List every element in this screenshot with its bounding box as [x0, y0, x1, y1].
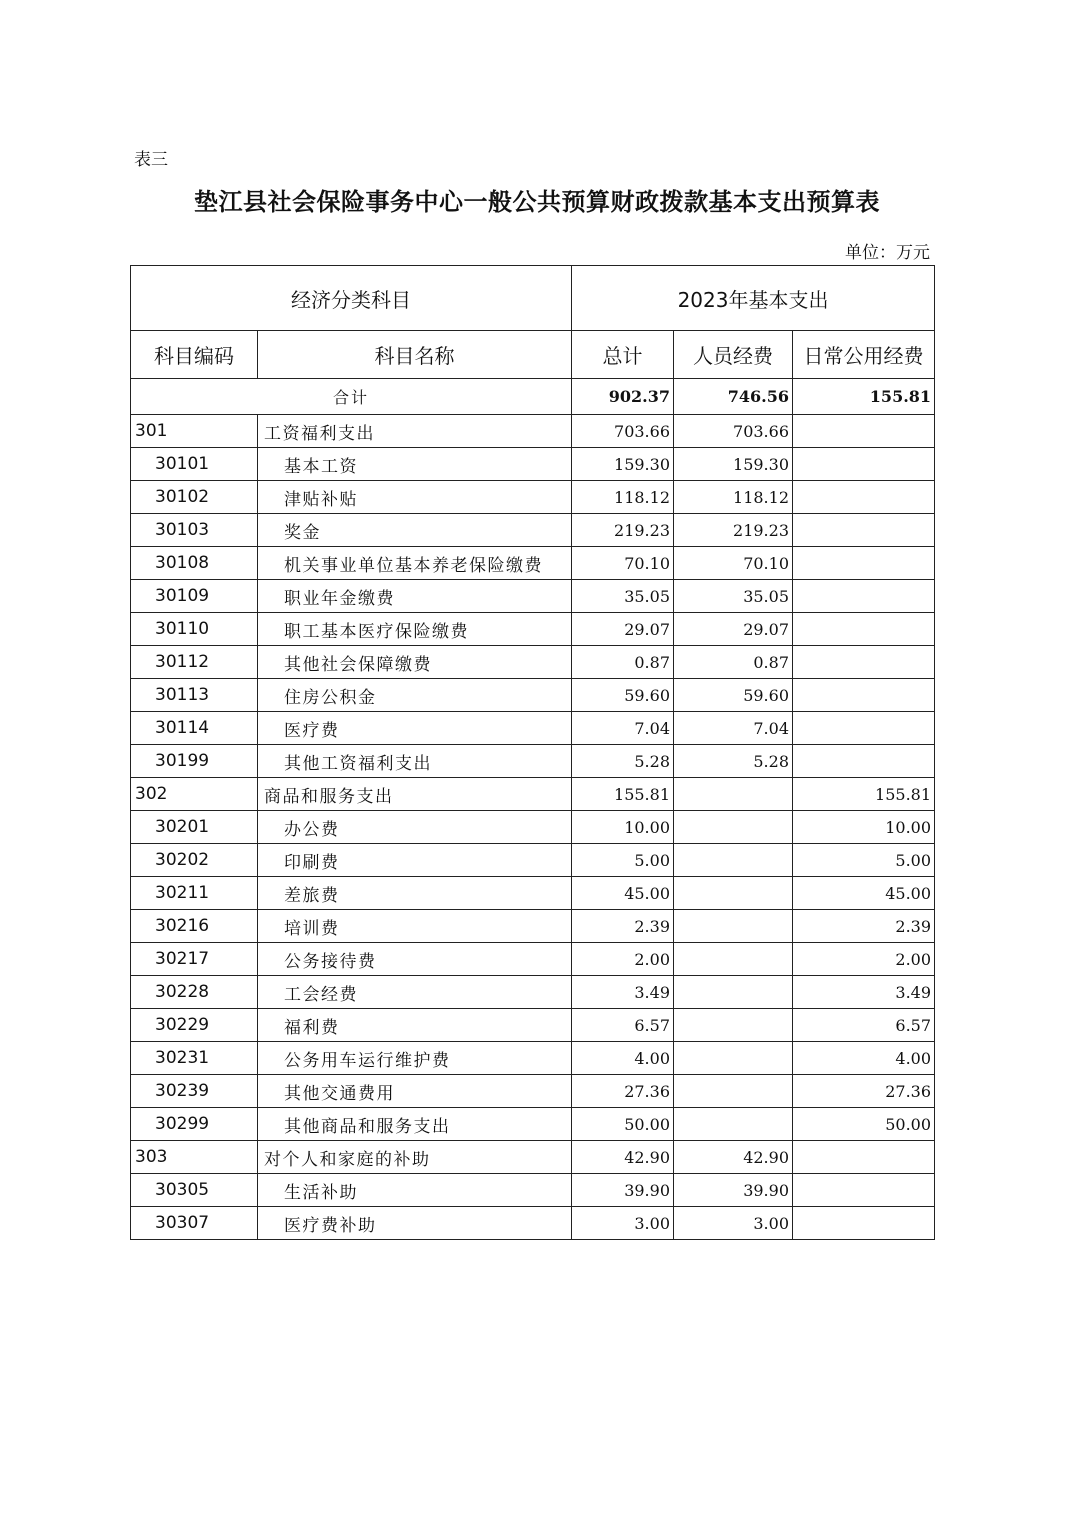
row-name: 住房公积金 [258, 679, 572, 712]
table-row [131, 679, 935, 712]
row-name: 其他商品和服务支出 [258, 1108, 572, 1141]
row-name: 商品和服务支出 [258, 778, 572, 811]
table-row [131, 1042, 935, 1075]
row-name: 差旅费 [258, 877, 572, 910]
row-personnel [674, 778, 793, 811]
row-total: 27.36 [572, 1075, 674, 1108]
row-personnel: 29.07 [674, 613, 793, 646]
row-public [793, 646, 935, 679]
row-personnel: 5.28 [674, 745, 793, 778]
row-public: 50.00 [793, 1108, 935, 1141]
row-public [793, 547, 935, 580]
row-name: 其他社会保障缴费 [258, 646, 572, 679]
table-row [131, 415, 935, 448]
row-personnel: 70.10 [674, 547, 793, 580]
row-name: 生活补助 [258, 1174, 572, 1207]
row-code: 30108 [131, 547, 258, 580]
row-name: 工资福利支出 [258, 415, 572, 448]
group-header-basic-expenditure: 2023年基本支出 [572, 266, 935, 331]
total-personnel-value: 746.56 [674, 379, 793, 415]
row-code: 303 [131, 1141, 258, 1174]
table-row [131, 1207, 935, 1240]
row-personnel [674, 943, 793, 976]
row-personnel: 35.05 [674, 580, 793, 613]
unit-label: 单位：万元 [845, 243, 930, 263]
row-public: 6.57 [793, 1009, 935, 1042]
row-name: 办公费 [258, 811, 572, 844]
row-total: 7.04 [572, 712, 674, 745]
row-total: 6.57 [572, 1009, 674, 1042]
page-title: 垫江县社会保险事务中心一般公共预算财政拨款基本支出预算表 [194, 187, 880, 216]
table-row [131, 481, 935, 514]
row-name: 奖金 [258, 514, 572, 547]
row-personnel: 0.87 [674, 646, 793, 679]
row-public: 4.00 [793, 1042, 935, 1075]
row-code: 30216 [131, 910, 258, 943]
table-row [131, 1174, 935, 1207]
row-name: 津贴补贴 [258, 481, 572, 514]
table-row [131, 646, 935, 679]
budget-table [130, 265, 935, 1240]
row-total: 2.39 [572, 910, 674, 943]
column-header-public: 日常公用经费 [793, 331, 935, 379]
column-header-personnel: 人员经费 [674, 331, 793, 379]
row-name: 其他交通费用 [258, 1075, 572, 1108]
row-personnel: 703.66 [674, 415, 793, 448]
column-header-total: 总计 [572, 331, 674, 379]
row-total: 39.90 [572, 1174, 674, 1207]
row-code: 30101 [131, 448, 258, 481]
table-row [131, 580, 935, 613]
row-code: 30103 [131, 514, 258, 547]
row-personnel: 39.90 [674, 1174, 793, 1207]
row-total: 0.87 [572, 646, 674, 679]
row-personnel: 219.23 [674, 514, 793, 547]
row-code: 30228 [131, 976, 258, 1009]
table-row [131, 976, 935, 1009]
row-personnel [674, 1009, 793, 1042]
table-row [131, 910, 935, 943]
row-personnel: 59.60 [674, 679, 793, 712]
table-row [131, 778, 935, 811]
row-name: 公务用车运行维护费 [258, 1042, 572, 1075]
row-total: 159.30 [572, 448, 674, 481]
table-row [131, 1108, 935, 1141]
row-total: 35.05 [572, 580, 674, 613]
row-total: 70.10 [572, 547, 674, 580]
row-code: 30114 [131, 712, 258, 745]
row-code: 30202 [131, 844, 258, 877]
row-personnel: 159.30 [674, 448, 793, 481]
row-public: 2.00 [793, 943, 935, 976]
row-personnel [674, 976, 793, 1009]
table-row [131, 1075, 935, 1108]
table-row [131, 811, 935, 844]
row-total: 50.00 [572, 1108, 674, 1141]
row-personnel [674, 811, 793, 844]
row-public [793, 580, 935, 613]
table-row [131, 712, 935, 745]
row-public: 10.00 [793, 811, 935, 844]
row-personnel [674, 1108, 793, 1141]
total-public-value: 155.81 [793, 379, 935, 415]
row-personnel [674, 844, 793, 877]
row-total: 3.49 [572, 976, 674, 1009]
row-personnel: 7.04 [674, 712, 793, 745]
row-public [793, 481, 935, 514]
row-code: 30231 [131, 1042, 258, 1075]
total-row [131, 379, 935, 415]
table-row [131, 1141, 935, 1174]
row-name: 福利费 [258, 1009, 572, 1042]
table-number-label: 表三 [134, 150, 168, 170]
row-code: 30102 [131, 481, 258, 514]
row-public [793, 448, 935, 481]
row-name: 其他工资福利支出 [258, 745, 572, 778]
row-total: 219.23 [572, 514, 674, 547]
row-total: 2.00 [572, 943, 674, 976]
row-name: 职工基本医疗保险缴费 [258, 613, 572, 646]
table-row [131, 844, 935, 877]
row-personnel: 118.12 [674, 481, 793, 514]
row-name: 医疗费补助 [258, 1207, 572, 1240]
row-code: 30239 [131, 1075, 258, 1108]
row-code: 30109 [131, 580, 258, 613]
table-row [131, 877, 935, 910]
table-row [131, 943, 935, 976]
row-total: 45.00 [572, 877, 674, 910]
column-header-name: 科目名称 [258, 331, 572, 379]
row-code: 30199 [131, 745, 258, 778]
row-public [793, 679, 935, 712]
row-code: 30211 [131, 877, 258, 910]
row-personnel [674, 1042, 793, 1075]
table-row [131, 613, 935, 646]
row-code: 30307 [131, 1207, 258, 1240]
total-label: 合计 [131, 379, 572, 415]
row-total: 4.00 [572, 1042, 674, 1075]
row-code: 30110 [131, 613, 258, 646]
row-name: 印刷费 [258, 844, 572, 877]
row-public [793, 1174, 935, 1207]
table-row [131, 547, 935, 580]
row-public: 45.00 [793, 877, 935, 910]
table-row [131, 1009, 935, 1042]
row-personnel [674, 877, 793, 910]
table-row [131, 514, 935, 547]
row-public: 27.36 [793, 1075, 935, 1108]
row-personnel [674, 910, 793, 943]
row-total: 59.60 [572, 679, 674, 712]
row-total: 10.00 [572, 811, 674, 844]
row-code: 301 [131, 415, 258, 448]
row-public [793, 415, 935, 448]
row-name: 职业年金缴费 [258, 580, 572, 613]
row-code: 30201 [131, 811, 258, 844]
row-name: 公务接待费 [258, 943, 572, 976]
row-name: 机关事业单位基本养老保险缴费 [258, 547, 572, 580]
row-public: 155.81 [793, 778, 935, 811]
column-header-row [131, 331, 935, 379]
row-total: 42.90 [572, 1141, 674, 1174]
row-public [793, 1141, 935, 1174]
row-total: 703.66 [572, 415, 674, 448]
row-public: 5.00 [793, 844, 935, 877]
group-header-economic-category: 经济分类科目 [131, 266, 572, 331]
row-public: 2.39 [793, 910, 935, 943]
row-code: 30113 [131, 679, 258, 712]
group-header-row [131, 266, 935, 331]
row-public [793, 745, 935, 778]
row-code: 30305 [131, 1174, 258, 1207]
row-name: 培训费 [258, 910, 572, 943]
row-public [793, 514, 935, 547]
row-code: 30112 [131, 646, 258, 679]
table-row [131, 448, 935, 481]
row-code: 302 [131, 778, 258, 811]
row-total: 155.81 [572, 778, 674, 811]
row-name: 工会经费 [258, 976, 572, 1009]
row-public [793, 613, 935, 646]
row-name: 对个人和家庭的补助 [258, 1141, 572, 1174]
row-public [793, 712, 935, 745]
row-name: 基本工资 [258, 448, 572, 481]
column-header-code: 科目编码 [131, 331, 258, 379]
row-total: 5.00 [572, 844, 674, 877]
row-name: 医疗费 [258, 712, 572, 745]
row-code: 30217 [131, 943, 258, 976]
row-personnel: 3.00 [674, 1207, 793, 1240]
row-code: 30229 [131, 1009, 258, 1042]
table-row [131, 745, 935, 778]
row-total: 5.28 [572, 745, 674, 778]
row-public [793, 1207, 935, 1240]
row-code: 30299 [131, 1108, 258, 1141]
row-personnel: 42.90 [674, 1141, 793, 1174]
row-total: 29.07 [572, 613, 674, 646]
total-value: 902.37 [572, 379, 674, 415]
row-total: 118.12 [572, 481, 674, 514]
row-public: 3.49 [793, 976, 935, 1009]
row-total: 3.00 [572, 1207, 674, 1240]
row-personnel [674, 1075, 793, 1108]
